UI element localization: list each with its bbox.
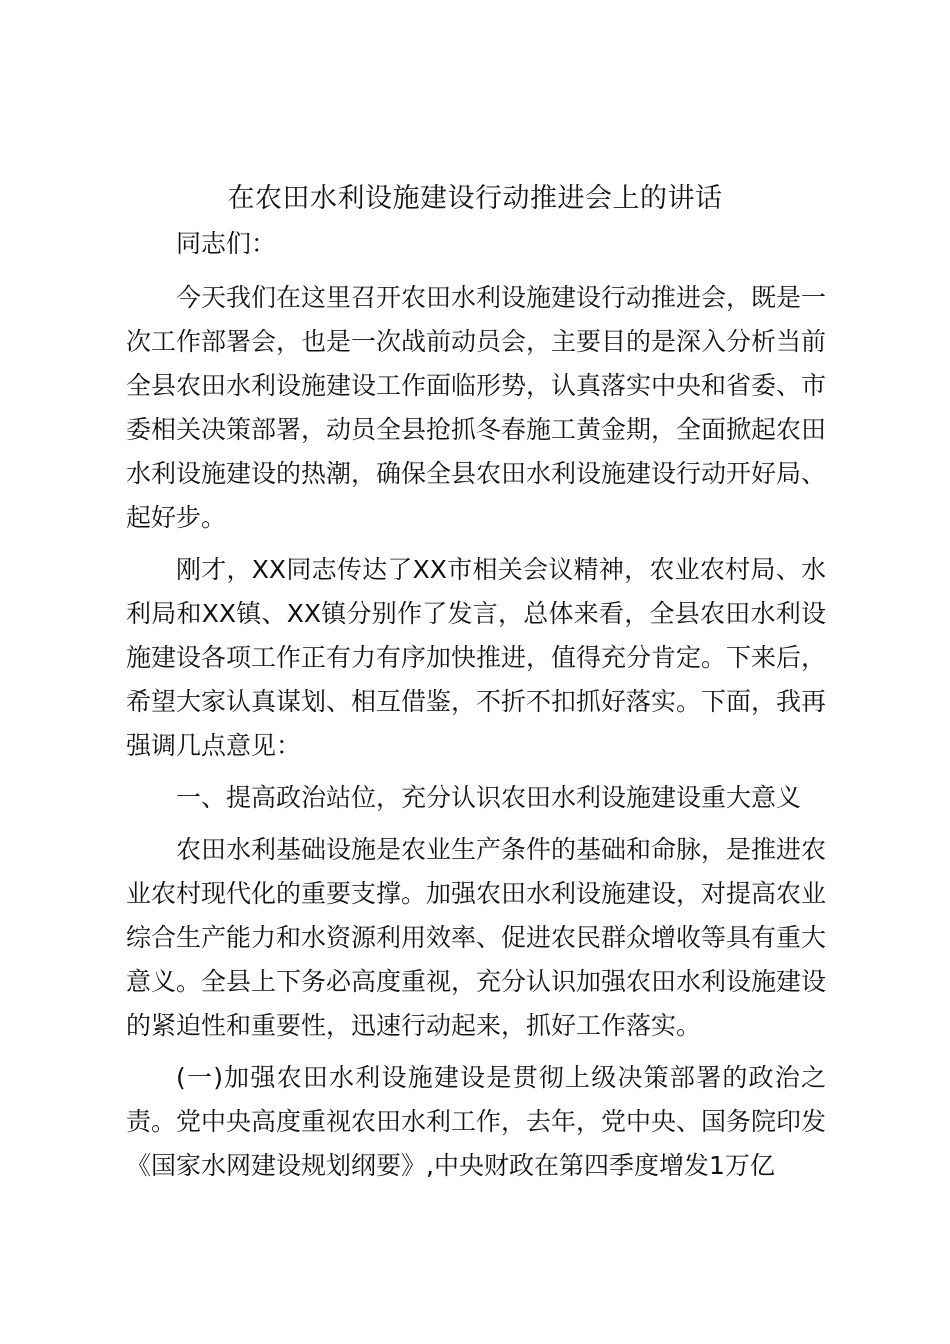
paragraph-remarks: 刚才，XX同志传达了XX市相关会议精神，农业农村局、水利局和XX镇、XX镇分别作了发言，总体来看，全县农田水利设施建设各项工作正有力有序加快推进，值得充分肯定。下来后，希望大家认真谋划、相互借鉴，不折不扣抓好落实。下面，我再强调几点意见： bbox=[126, 555, 827, 760]
document-title: 在农田水利设施建设行动推进会上的讲话 bbox=[227, 183, 723, 214]
paragraph-subsection-1: (一)加强农田水利设施建设是贯彻上级决策部署的政治之责。党中央高度重视农田水利工作，去年，党中央、国务院印发《国家水网建设规划纲要》,中央财政在第四季度增发1万亿 bbox=[126, 1063, 827, 1180]
section-heading: 一、提高政治站位，充分认识农田水利设施建设重大意义 bbox=[176, 783, 802, 812]
paragraph-opening: 今天我们在这里召开农田水利设施建设行动推进会，既是一次工作部署会，也是一次战前动员会，主要目的是深入分析当前全县农田水利设施建设工作面临形势，认真落实中央和省委、市委相关决策部署，动员全县抢抓冬春施工黄金期，全面掀起农田水利设施建设的热潮，确保全县农田水利设施建设行动开好局、起好步。 bbox=[126, 283, 827, 532]
salutation: 同志们： bbox=[176, 229, 277, 258]
document-body bbox=[126, 222, 826, 1188]
paragraph-section-intro: 农田水利基础设施是农业生产条件的基础和命脉，是推进农业农村现代化的重要支撑。加强农田水利设施建设，对提高农业综合生产能力和水资源利用效率、促进农民群众增收等具有重大意义。全县上下务必高度重视，充分认识加强农田水利设施建设的紧迫性和重要性，迅速行动起来，抓好工作落实。 bbox=[126, 835, 827, 1040]
